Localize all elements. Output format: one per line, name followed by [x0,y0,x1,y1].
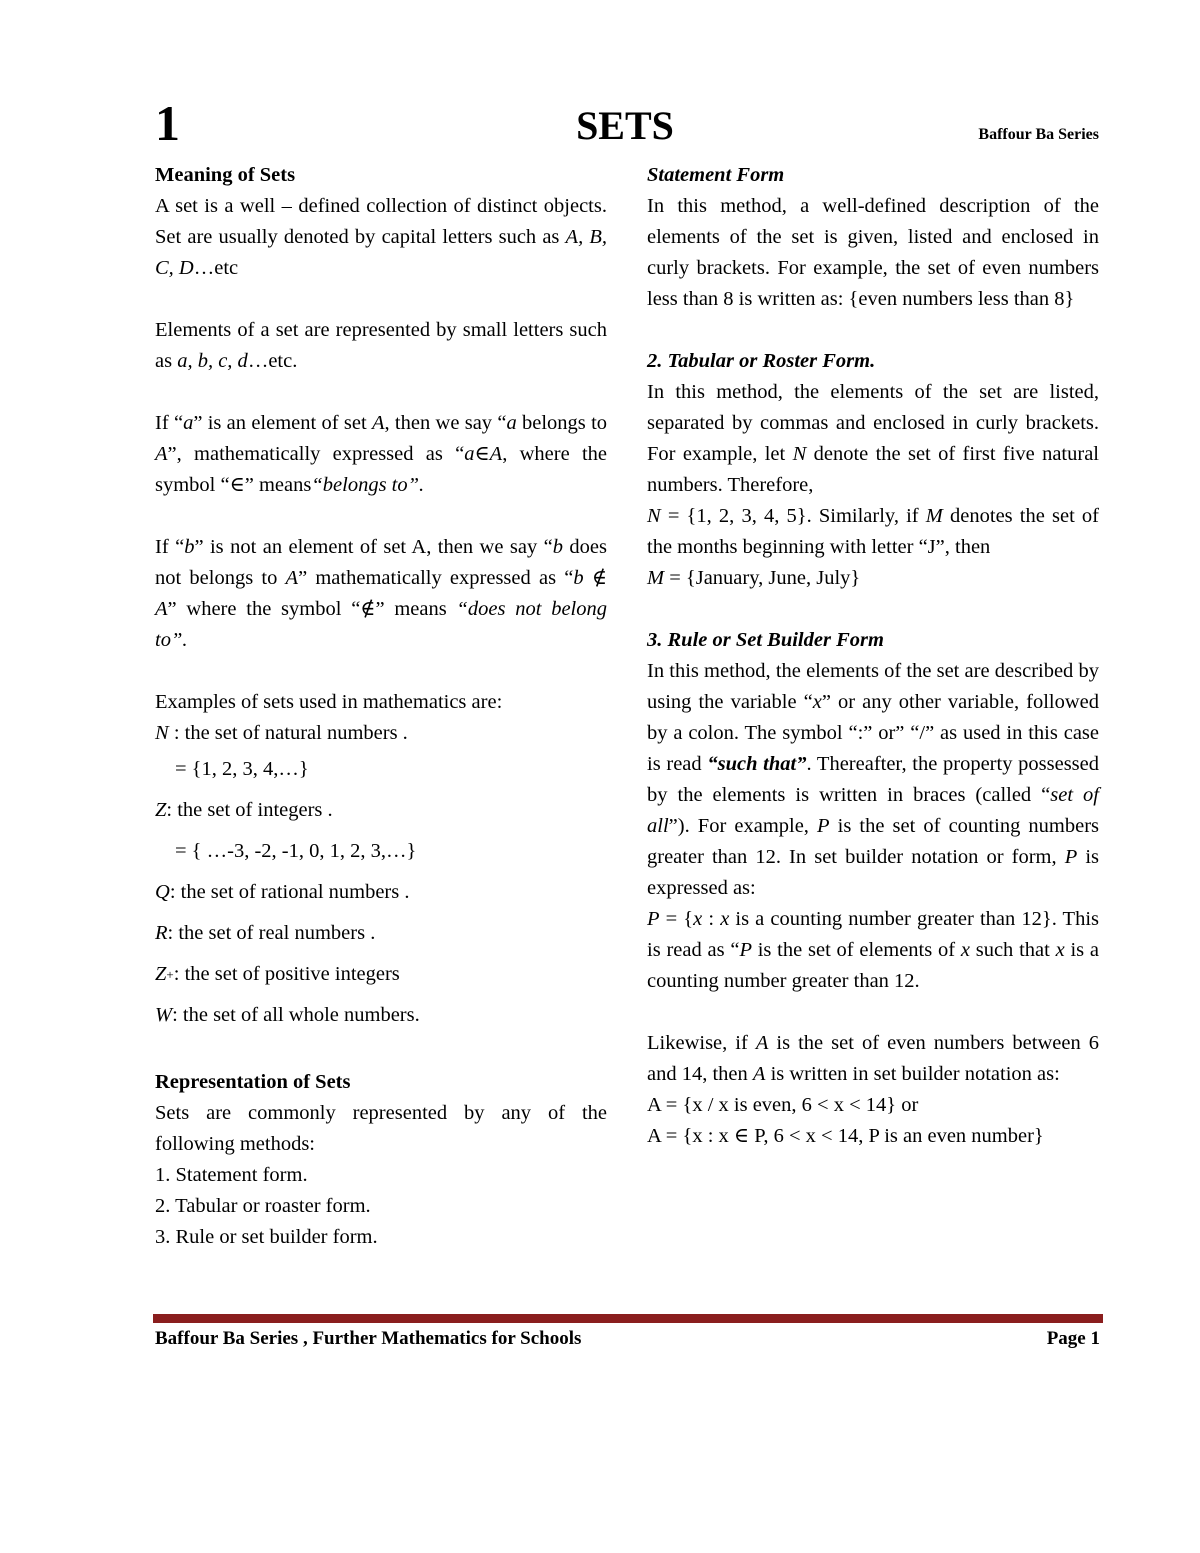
tabular-text: In this method, the elements of the set are listed, separated by commas and enclosed in curly brackets. For example, let N denote the set of first five natural numbers. Therefore, N = {1, 2, 3, 4, 5}. Similarly, if M denotes the set of the months beginning with letter “J”, then M = {January, June, July} [647,381,1099,589]
example-rational: Q : the set of rational numbers . [155,881,410,903]
representation-text: Sets are commonly represented by any of the following methods: [155,1102,607,1155]
likewise-text: Likewise, if A is the set of even numbers between 6 and 14, then A is written in set builder notation as: [647,1032,1099,1085]
examples-intro: Examples of sets used in mathematics are: [155,691,503,713]
method-1: 1. Statement form. [155,1164,308,1186]
page-number: Page 1 [1046,1328,1100,1349]
rule-text: In this method, the elements of the set are described by using the variable “x” or any other variable, followed by a colon. The symbol “:” or” “/” as used in this case is read “such that”. Thereafter, the property possessed by the elements is written in braces (called “set of all”). For example, P is the set of counting numbers greater than 12. In set builder notation or form, P is expressed as: P = {x : x is a counting number greater than 12}. This is read as “P is the set of elements of x such that x is a counting number greater than 12. [647,660,1100,992]
footer-series: Baffour Ba Series , Further Mathematics for Schools [155,1328,582,1349]
rule-heading: 3. Rule or Set Builder Form [647,629,884,651]
method-3: 3. Rule or set builder form. [155,1226,378,1248]
example-real: R : the set of real numbers . [155,922,376,944]
not-belongs-paragraph: If “b” is not an element of set A, then we say “b does not belongs to A” mathematically expressed as “b ∉ A” where the symbol “∉” means “does not belong to”. [155,536,607,651]
set-builder-eq-2: A = {x : x ∈ P, 6 < x < 14, P is an even number} [647,1125,1044,1147]
left-column [155,160,607,1253]
example-natural: N : the set of natural numbers . [155,722,408,744]
example-whole: W : the set of all whole numbers. [155,1004,420,1026]
header-series: Baffour Ba Series [978,126,1099,143]
example-integers: Z : the set of integers . [155,799,333,821]
statement-heading: Statement Form [647,164,785,186]
chapter-number: 1 [155,95,180,151]
method-2: 2. Tabular or roaster form. [155,1195,371,1217]
right-column [647,160,1099,1152]
set-builder-eq-1: A = {x / x is even, 6 < x < 14} or [647,1094,919,1116]
statement-text: In this method, a well-defined description of the elements of the set is given, listed and enclosed in curly brackets. For example, the set of even numbers less than 8 is written as: {even numbers less than 8} [647,195,1099,310]
elements-paragraph: Elements of a set are represented by small letters such as a, b, c, d…etc. [155,319,607,372]
chapter-title: SETS [576,103,674,148]
belongs-paragraph: If “a” is an element of set A, then we say “a belongs to A”, mathematically expressed as “a∈A, where the symbol “∈” means“belongs to”. [155,412,608,496]
example-integers-eq: = { …-3, -2, -1, 0, 1, 2, 3,…} [175,840,417,862]
example-positive-integers: Z + : the set of positive integers [155,963,400,985]
representation-heading: Representation of Sets [155,1071,351,1093]
meaning-paragraph: A set is a well – defined collection of distinct objects. Set are usually denoted by capital letters such as A, B, C, D…etc [155,195,607,279]
meaning-heading: Meaning of Sets [155,164,296,186]
footer-rule [153,1314,1103,1323]
example-natural-eq: = {1, 2, 3, 4,…} [175,758,309,780]
tabular-heading: 2. Tabular or Roster Form. [647,350,876,372]
